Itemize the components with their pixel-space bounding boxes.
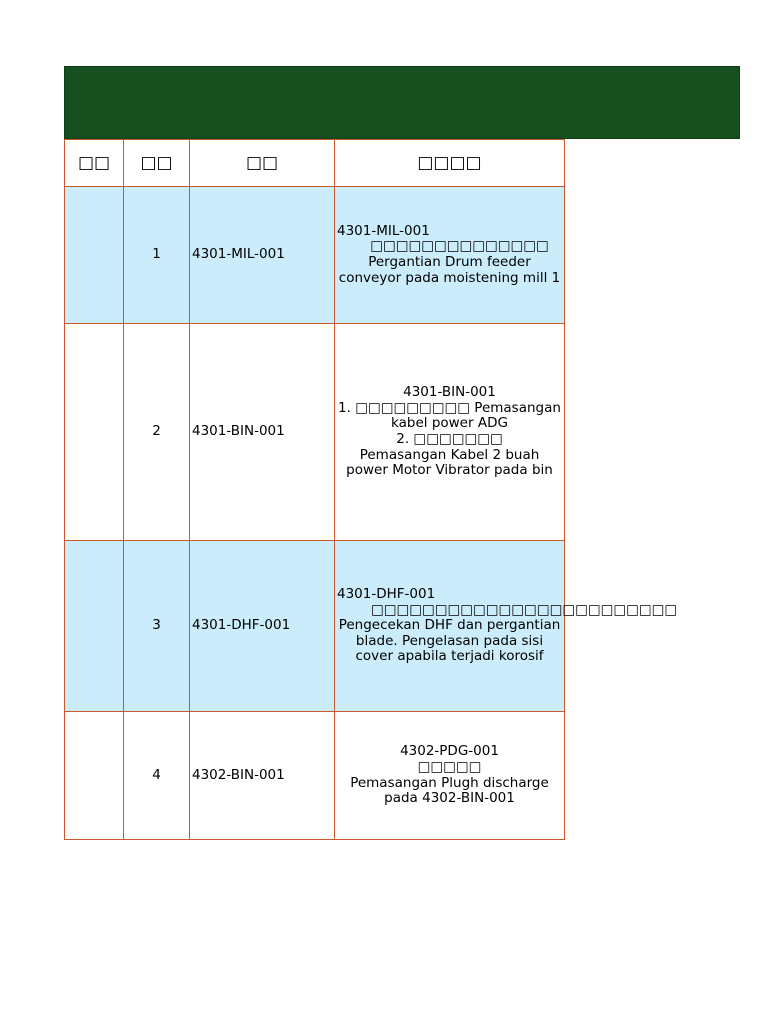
item-code: 4301-DHF-001	[190, 541, 335, 712]
description-line: Pemasangan Plugh discharge pada 4302-BIN-001	[350, 774, 549, 807]
description-line: 2. □□□□□□□	[396, 431, 503, 447]
description-cell	[335, 712, 565, 840]
blank-cell	[65, 712, 124, 840]
item-code: 4301-BIN-001	[190, 324, 335, 541]
item-code: 4302-BIN-001	[190, 712, 335, 840]
description-line: □□□□□□□□□□□□□□□□□□□□□□□□	[371, 601, 678, 618]
table-row	[65, 712, 565, 840]
description-cell	[335, 187, 565, 324]
column-header-1: □□	[65, 140, 124, 187]
table-row	[65, 541, 565, 712]
row-number: 2	[124, 324, 190, 541]
blank-cell	[65, 187, 124, 324]
column-header-2: □□	[124, 140, 190, 187]
description-line: 4301-MIL-001	[337, 222, 430, 239]
header-banner	[64, 66, 740, 139]
item-code: 4301-MIL-001	[190, 187, 335, 324]
table-row	[65, 187, 565, 324]
row-number: 4	[124, 712, 190, 840]
description-line: Pengecekan DHF dan pergantian blade. Pengelasan pada sisi cover apabila terjadi korosif	[338, 617, 561, 665]
description-line: 1. □□□□□□□□□ Pemasangan kabel power ADG	[338, 399, 561, 432]
description-line: 4301-DHF-001	[337, 586, 436, 603]
blank-cell	[65, 324, 124, 541]
work-table	[64, 139, 678, 840]
description-line: 4302-PDG-001	[400, 743, 499, 760]
row-number: 3	[124, 541, 190, 712]
blank-cell	[65, 541, 124, 712]
description-line: Pemasangan Kabel 2 buah power Motor Vibrator pada bin	[346, 446, 553, 479]
header-row	[65, 140, 565, 187]
description-line: □□□□□□□□□□□□□□ Pergantian Drum feeder conveyor pada moistening mill 1	[338, 238, 561, 286]
table-row	[65, 324, 565, 541]
description-line: 4301-BIN-001	[403, 384, 496, 401]
description-line: □□□□□	[417, 758, 482, 775]
column-header-3: □□	[190, 140, 335, 187]
column-header-4: □□□□	[335, 140, 565, 187]
row-number: 1	[124, 187, 190, 324]
description-cell	[335, 541, 678, 712]
description-cell	[335, 324, 565, 541]
